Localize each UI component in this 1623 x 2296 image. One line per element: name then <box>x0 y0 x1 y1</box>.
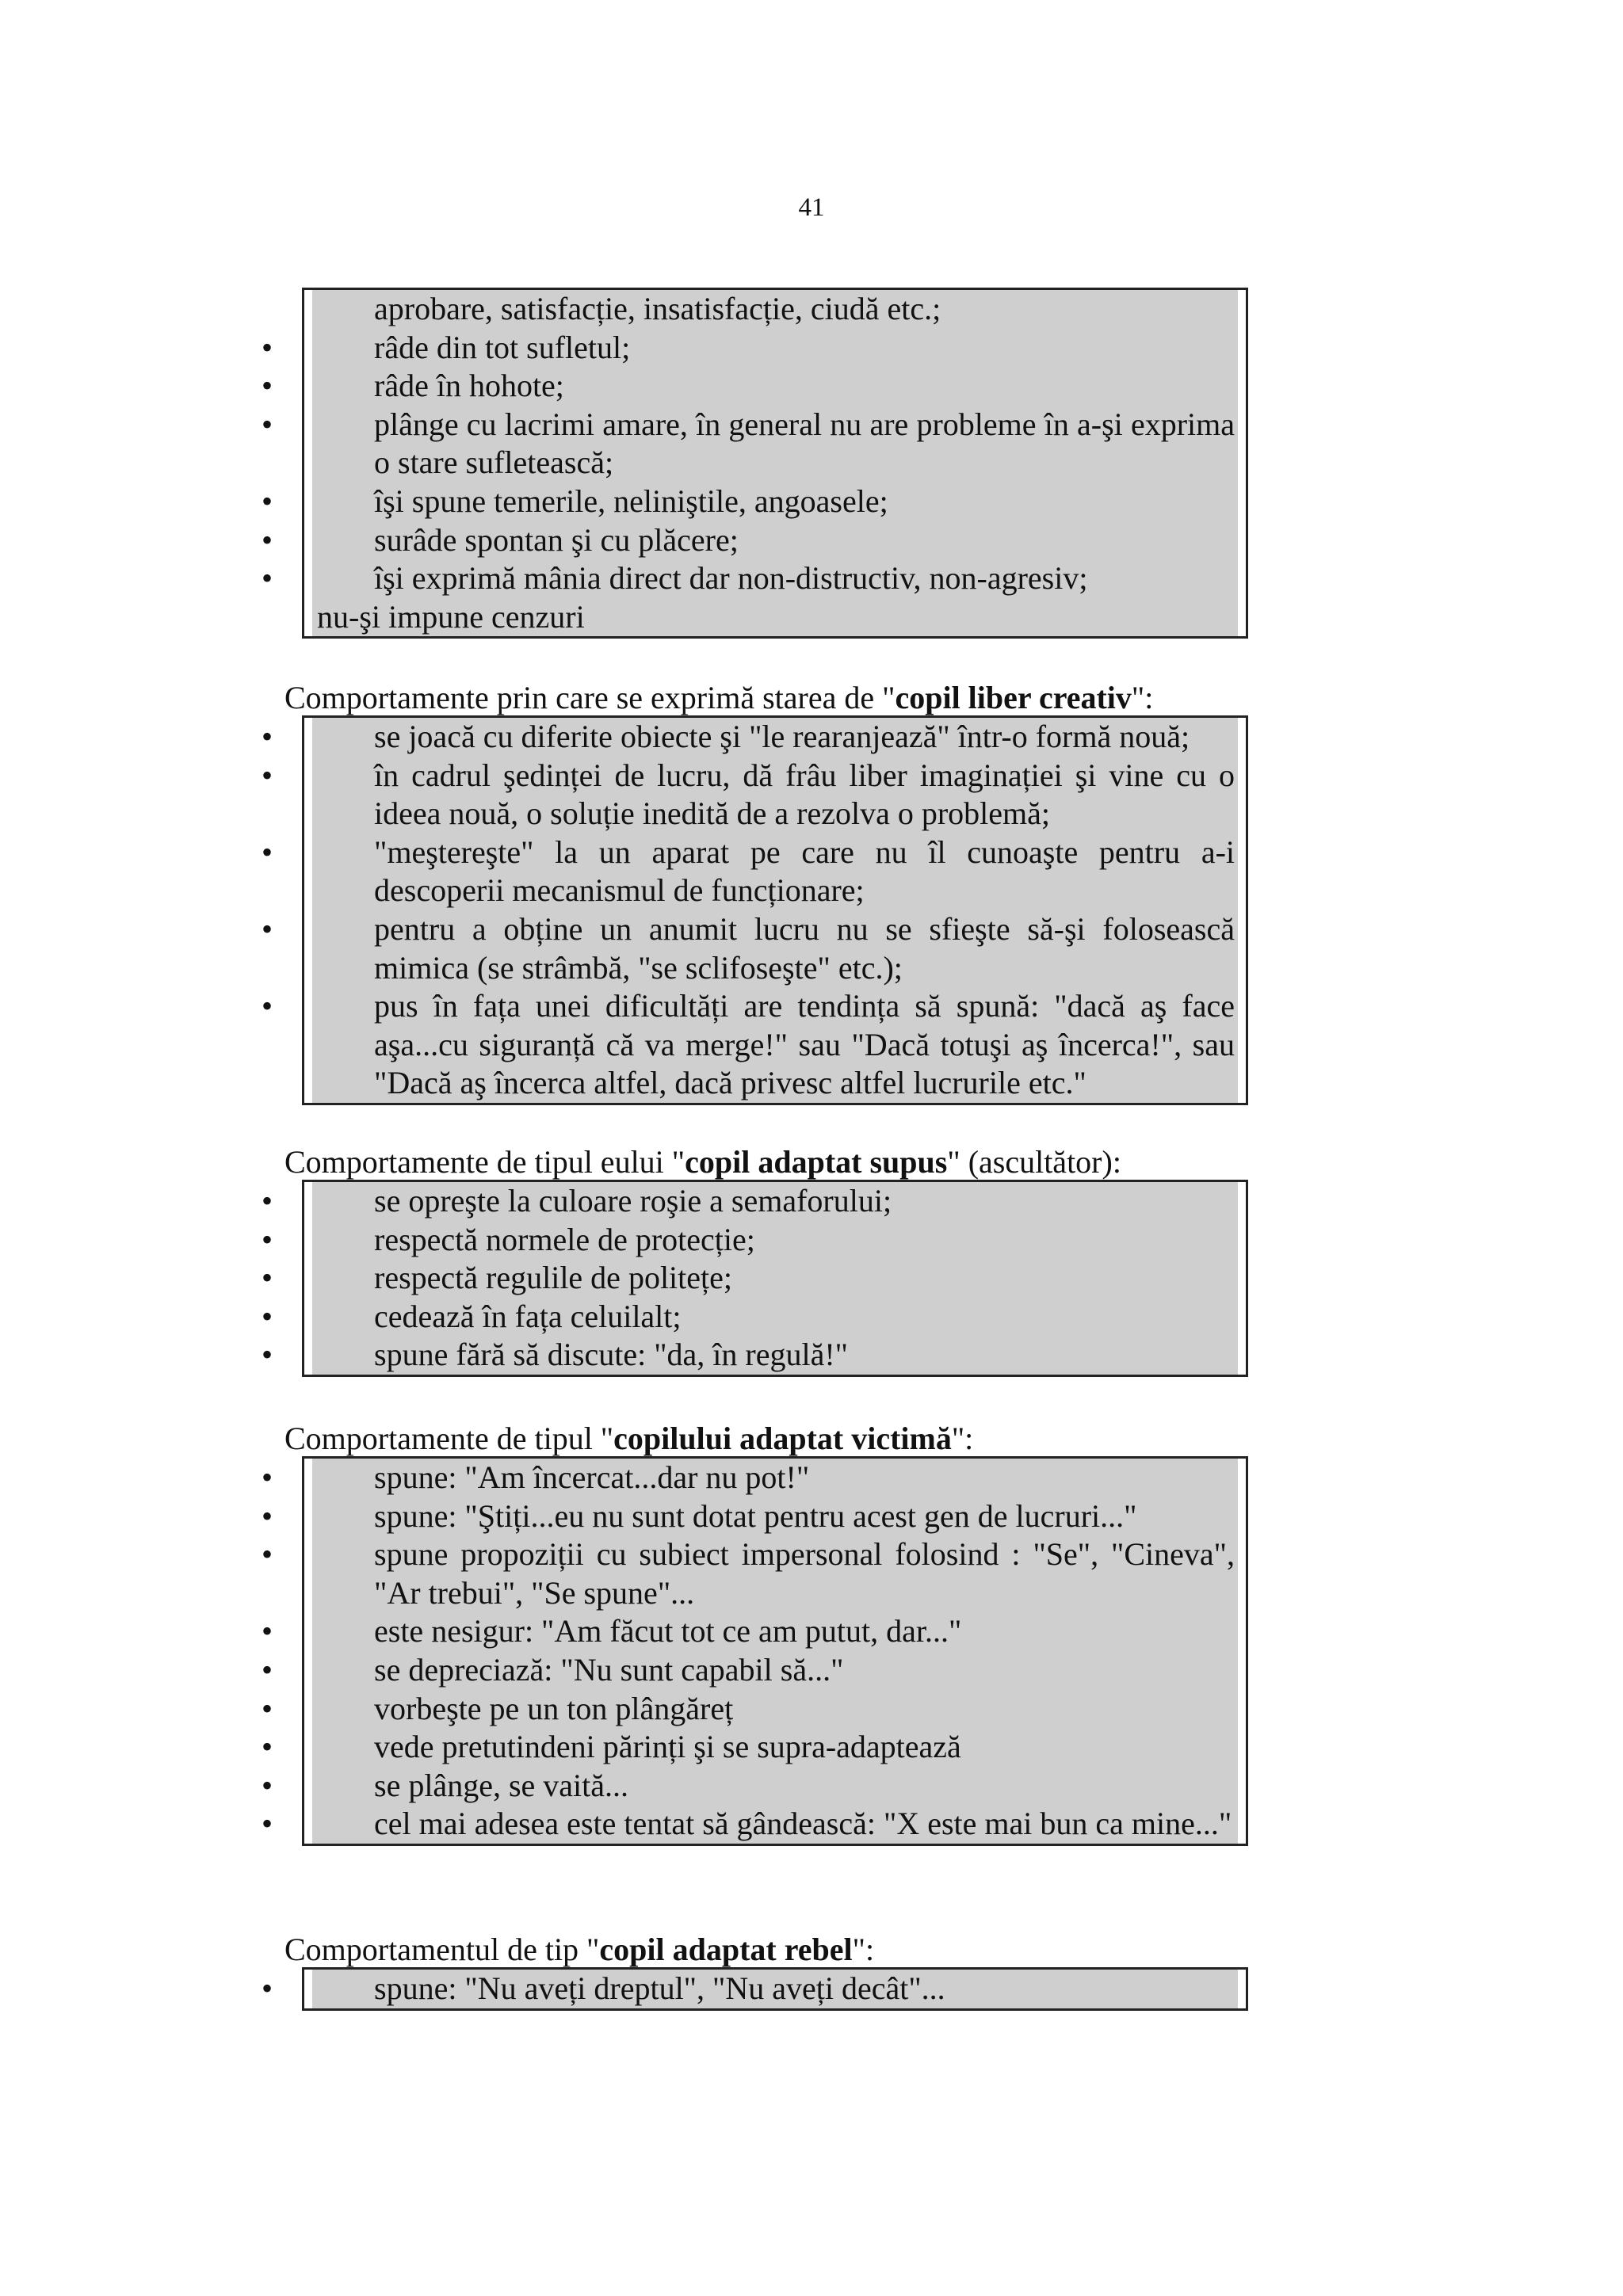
list-item: • respectă normele de protecție; <box>312 1221 1235 1260</box>
section-heading-adapted-submissive-child <box>285 1143 1121 1181</box>
section-heading-adapted-rebel-child <box>285 1931 874 1969</box>
list-item: • se opreşte la culoare roşie a semaforului; <box>312 1182 1235 1221</box>
behavior-box-adapted-submissive-child <box>302 1180 1248 1377</box>
list-item: • spune fără să discute: "da, în regulă!" <box>312 1336 1235 1375</box>
list-item: • îşi exprimă mânia direct dar non-distructiv, non-agresiv; <box>312 559 1235 598</box>
list-item: • spune: "Nu aveți dreptul", "Nu aveți decât"... <box>312 1970 1235 2008</box>
section-heading-adapted-victim-child <box>285 1420 973 1458</box>
list-item: • surâde spontan şi cu plăcere; <box>312 521 1235 560</box>
heading-text: Comportamentul de tip " <box>285 1932 600 1967</box>
list-item: • spune: "Am încercat...dar nu pot!" <box>312 1459 1235 1497</box>
behavior-box-creative-child <box>302 715 1248 1105</box>
list-item: • râde din tot sufletul; <box>312 329 1235 368</box>
box-shaded-area <box>312 718 1238 1103</box>
heading-text: ": <box>951 1421 974 1456</box>
box-shaded-area <box>312 1459 1238 1844</box>
list-item: • pentru a obține un anumit lucru nu se sfieşte să-şi folosească mimica (se strâmbă, "se sclifoseşte" etc.); <box>312 910 1235 987</box>
heading-text: ": <box>1131 680 1154 715</box>
heading-text: ": <box>852 1932 875 1967</box>
list-item: • în cadrul şedinței de lucru, dă frâu liber imaginației şi vine cu o ideea nouă, o soluție inedită de a rezolva o problemă; <box>312 757 1235 833</box>
list-item: • "meştereşte" la un aparat pe care nu îl cunoaşte pentru a-i descoperii mecanismul de funcționare; <box>312 833 1235 910</box>
list-item: • este nesigur: "Am făcut tot ce am putut, dar..." <box>312 1612 1235 1651</box>
list-item: • spune propoziții cu subiect impersonal folosind : "Se", "Cineva", "Ar trebui", "Se spune"... <box>312 1535 1235 1612</box>
list-item: • vorbeşte pe un ton plângăreț <box>312 1690 1235 1729</box>
heading-text: Comportamente de tipul " <box>285 1421 614 1456</box>
list-item: • pus în fața unei dificultăți are tendința să spună: "dacă aş face aşa...cu siguranță că va merge!" sau "Dacă totuşi aş încerca!", sau "Dacă aş încerca altfel, dacă privesc altfel lucrurile etc." <box>312 987 1235 1103</box>
list-item: • cel mai adesea este tentat să gândească: "X este mai bun ca mine..." <box>312 1805 1235 1844</box>
behavior-box-free-child-emotional <box>302 288 1248 639</box>
heading-text: Comportamente prin care se exprimă starea de " <box>285 680 896 715</box>
heading-bold-term: copil liber creativ <box>895 680 1132 715</box>
heading-text: " (ascultător): <box>947 1144 1121 1180</box>
page-number: 41 <box>798 193 825 222</box>
behavior-box-adapted-victim-child <box>302 1456 1248 1846</box>
box-shaded-area <box>312 1182 1238 1375</box>
list-item: • plânge cu lacrimi amare, în general nu are probleme în a-şi exprima o stare sufletească; <box>312 406 1235 482</box>
heading-bold-term: copilului adaptat victimă <box>613 1421 952 1456</box>
box-shaded-area <box>312 290 1238 636</box>
list-item: • se joacă cu diferite obiecte şi "le rearanjează" într-o formă nouă; <box>312 718 1235 757</box>
list-item: • cedează în fața celuilalt; <box>312 1298 1235 1337</box>
box-shaded-area <box>312 1970 1238 2008</box>
list-item: • se depreciază: "Nu sunt capabil să..." <box>312 1651 1235 1690</box>
list-continuation-line: aprobare, satisfacție, insatisfacție, ciudă etc.; <box>374 291 941 326</box>
heading-bold-term: copil adaptat supus <box>685 1144 948 1180</box>
list-item: • îşi spune temerile, neliniştile, angoasele; <box>312 482 1235 521</box>
list-item: • se plânge, se vaită... <box>312 1767 1235 1806</box>
heading-text: Comportamente de tipul eului " <box>285 1144 685 1180</box>
list-item: • râde în hohote; <box>312 367 1235 406</box>
list-item: • vede pretutindeni părinți şi se supra-adaptează <box>312 1728 1235 1767</box>
section-heading-creative-child <box>285 679 1153 717</box>
heading-bold-term: copil adaptat rebel <box>599 1932 853 1967</box>
list-trailing-line: nu-şi impune cenzuri <box>317 598 585 635</box>
behavior-box-adapted-rebel-child <box>302 1967 1248 2011</box>
list-item: • spune: "Ştiți...eu nu sunt dotat pentru acest gen de lucruri..." <box>312 1497 1235 1536</box>
list-item: • respectă regulile de politețe; <box>312 1259 1235 1298</box>
